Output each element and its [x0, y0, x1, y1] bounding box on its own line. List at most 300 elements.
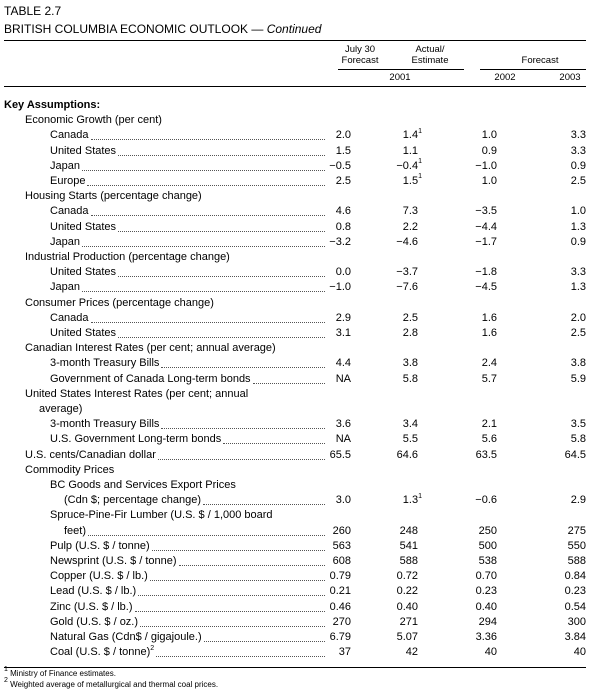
- value-text: 271: [399, 615, 418, 628]
- footnote-marker: 1: [418, 173, 422, 181]
- value-text: 1.1: [402, 144, 418, 157]
- value-text: −4.5: [475, 281, 497, 294]
- value-text: 4.6: [335, 205, 351, 218]
- value-cell: [568, 554, 586, 569]
- table-row: [0, 128, 590, 143]
- row-label-text: United States: [50, 327, 117, 339]
- row-label-text: Gold (U.S. $ / oz.): [50, 615, 139, 628]
- value-cell: [403, 372, 418, 387]
- value-text: 2.9: [570, 494, 586, 507]
- table-number: TABLE 2.7: [4, 4, 62, 18]
- header-rule: [4, 86, 586, 87]
- dot-leader: [82, 170, 325, 171]
- row-label-text: Commodity Prices: [25, 463, 115, 476]
- value-text: −1.0: [475, 159, 497, 172]
- table-row: [0, 356, 590, 371]
- value-text: 1.5: [335, 144, 351, 157]
- table-row: [0, 159, 590, 174]
- value-cell: [403, 128, 422, 143]
- value-cell: [333, 554, 351, 569]
- value-text: 563: [332, 539, 351, 552]
- table-row: [0, 478, 590, 493]
- value-cell: [565, 630, 586, 645]
- table-title-main: BRITISH COLUMBIA ECONOMIC OUTLOOK —: [4, 22, 264, 36]
- value-cell: [482, 128, 497, 143]
- value-text: 275: [567, 524, 586, 537]
- row-label: [50, 128, 89, 143]
- value-cell: [571, 159, 586, 174]
- value-cell: [574, 645, 586, 660]
- value-cell: [336, 265, 351, 280]
- table-row: [0, 250, 590, 265]
- value-text: 1.0: [481, 129, 497, 142]
- value-cell: [403, 432, 418, 447]
- row-label: [50, 372, 251, 387]
- value-cell: [396, 280, 418, 295]
- table-title: [4, 22, 321, 36]
- value-cell: [336, 417, 351, 432]
- value-cell: [336, 432, 351, 447]
- row-label-text: Housing Starts (percentage change): [25, 190, 202, 203]
- value-cell: [403, 144, 418, 159]
- value-text: NA: [335, 372, 351, 385]
- value-cell: [475, 204, 497, 219]
- table-row: [0, 539, 590, 554]
- value-cell: [403, 493, 422, 508]
- row-label: [50, 220, 116, 235]
- value-text: 3.6: [335, 418, 351, 431]
- value-cell: [406, 645, 418, 660]
- table-row: [0, 235, 590, 250]
- dot-leader: [88, 535, 325, 536]
- value-text: 538: [478, 555, 497, 567]
- header-underline-2001: [338, 69, 464, 70]
- value-text: 5.5: [402, 433, 418, 446]
- value-cell: [400, 615, 418, 630]
- row-label-text: U.S. cents/Canadian dollar: [25, 448, 156, 461]
- dot-leader: [203, 504, 325, 505]
- value-cell: [479, 524, 497, 539]
- row-label-text: United States: [50, 144, 117, 157]
- row-label-text: Natural Gas (Cdn$ / gigajoule.): [50, 631, 202, 643]
- value-cell: [482, 372, 497, 387]
- value-cell: [476, 600, 497, 615]
- value-text: 2.5: [570, 327, 586, 339]
- row-label: [25, 113, 162, 128]
- value-text: 2.5: [570, 175, 586, 187]
- table-row: [0, 645, 590, 660]
- value-cell: [400, 539, 418, 554]
- row-label: [50, 174, 85, 189]
- value-cell: [396, 159, 422, 174]
- value-cell: [330, 569, 351, 584]
- value-cell: [403, 174, 422, 189]
- value-cell: [571, 356, 586, 371]
- value-text: 608: [332, 555, 351, 567]
- value-text: 64.5: [564, 448, 586, 461]
- value-text: 0.40: [396, 600, 418, 613]
- table-row: [0, 220, 590, 235]
- dot-leader: [118, 337, 325, 338]
- value-text: 250: [478, 524, 497, 537]
- dot-leader: [118, 155, 325, 156]
- header-forecast: Forecast: [521, 55, 559, 66]
- row-label: [25, 189, 202, 204]
- row-label: [50, 645, 154, 660]
- value-text: 2.0: [335, 129, 351, 142]
- value-text: 40: [573, 646, 586, 659]
- header-july30-forecast: [330, 44, 390, 66]
- row-label: [50, 584, 136, 599]
- row-label: [50, 478, 236, 493]
- value-cell: [482, 326, 497, 341]
- value-cell: [571, 220, 586, 235]
- value-cell: [336, 204, 351, 219]
- value-cell: [329, 159, 351, 174]
- value-cell: [571, 265, 586, 280]
- value-text: 2.2: [402, 220, 418, 233]
- value-text: −3.5: [475, 205, 497, 218]
- bottom-rule: [4, 667, 586, 668]
- value-cell: [329, 280, 351, 295]
- value-cell: [565, 584, 586, 599]
- dot-leader: [135, 611, 325, 612]
- value-text: 2.0: [570, 311, 586, 324]
- value-text: 40: [484, 646, 497, 659]
- row-label-text: average): [39, 403, 83, 415]
- table-row: [0, 569, 590, 584]
- value-text: 5.6: [481, 433, 497, 446]
- value-cell: [568, 524, 586, 539]
- header-year-2001: 2001: [389, 72, 411, 83]
- value-text: 0.40: [475, 600, 497, 613]
- row-label: [50, 432, 221, 447]
- table-row: [0, 311, 590, 326]
- table-row: [0, 600, 590, 615]
- value-text: −0.4: [396, 159, 419, 172]
- value-cell: [571, 432, 586, 447]
- value-text: −7.6: [396, 281, 418, 294]
- value-text: 248: [399, 524, 418, 537]
- value-cell: [333, 615, 351, 630]
- value-cell: [571, 280, 586, 295]
- value-cell: [403, 326, 418, 341]
- value-text: −0.6: [475, 494, 497, 507]
- footnote-marker: 1: [418, 127, 422, 135]
- value-text: 0.8: [335, 220, 351, 233]
- value-text: 0.54: [564, 600, 586, 613]
- dot-leader: [118, 231, 325, 232]
- row-label-text: Europe: [50, 175, 86, 187]
- value-cell: [403, 356, 418, 371]
- header-actual-line1: Actual/: [415, 44, 445, 55]
- header-year-2002: 2002: [494, 72, 516, 83]
- dot-leader: [82, 291, 325, 292]
- table-row: [0, 448, 590, 463]
- value-cell: [475, 493, 497, 508]
- row-label-text: Lead (U.S. $ / lb.): [50, 585, 137, 598]
- value-text: 0.84: [564, 570, 586, 583]
- value-cell: [336, 128, 351, 143]
- value-cell: [329, 235, 351, 250]
- row-label-text: Spruce-Pine-Fir Lumber (U.S. $ / 1,000 board: [50, 509, 273, 522]
- value-text: 3.3: [570, 144, 586, 157]
- row-label-text: Newsprint (U.S. $ / tonne): [50, 555, 177, 567]
- table-row: [0, 113, 590, 128]
- value-text: 300: [567, 615, 586, 628]
- value-text: 6.79: [329, 631, 351, 643]
- row-label: [50, 311, 89, 326]
- dot-leader: [87, 185, 325, 186]
- dot-leader: [158, 459, 325, 460]
- value-cell: [400, 524, 418, 539]
- table-row: [0, 280, 590, 295]
- row-label-text: United States: [50, 220, 117, 233]
- value-cell: [475, 220, 497, 235]
- header-actual-line2: Estimate: [411, 55, 449, 66]
- table-row: [0, 508, 590, 523]
- value-cell: [403, 417, 418, 432]
- row-label-text: Key Assumptions:: [4, 99, 101, 111]
- value-text: 588: [567, 555, 586, 567]
- value-text: 3.3: [570, 266, 586, 279]
- dot-leader: [152, 550, 325, 551]
- value-cell: [571, 204, 586, 219]
- value-text: 0.0: [335, 266, 351, 279]
- value-text: 0.22: [396, 585, 418, 598]
- value-cell: [403, 204, 418, 219]
- row-label-text: Japan: [50, 281, 80, 294]
- row-label-text: 3-month Treasury Bills: [50, 418, 160, 431]
- value-text: 3.8: [570, 357, 586, 370]
- value-cell: [479, 539, 497, 554]
- row-label-text: United States Interest Rates (per cent; annual: [25, 387, 249, 400]
- value-cell: [336, 311, 351, 326]
- row-label-text: 3-month Treasury Bills: [50, 357, 160, 370]
- row-label-text: Zinc (U.S. $ / lb.): [50, 600, 133, 613]
- footnote-2-text: Weighted average of metallurgical and thermal coal prices.: [10, 680, 219, 689]
- table-row: [0, 98, 590, 113]
- row-label: [50, 326, 116, 341]
- table-row: [0, 432, 590, 447]
- footnote-2: [4, 677, 219, 690]
- row-label: [50, 417, 159, 432]
- table-row: [0, 372, 590, 387]
- row-label: [25, 250, 230, 265]
- value-text: −4.6: [396, 235, 418, 248]
- value-cell: [336, 220, 351, 235]
- row-label: [4, 98, 100, 113]
- table-row: [0, 554, 590, 569]
- table-row: [0, 630, 590, 645]
- dot-leader: [161, 428, 325, 429]
- value-text: 3.84: [564, 631, 586, 643]
- value-cell: [568, 615, 586, 630]
- value-text: 3.0: [335, 494, 351, 507]
- value-cell: [336, 326, 351, 341]
- row-label: [50, 144, 116, 159]
- row-label: [50, 554, 177, 569]
- dot-leader: [91, 215, 325, 216]
- row-label-text: Coal (U.S. $ / tonne): [50, 646, 151, 659]
- value-cell: [475, 265, 497, 280]
- row-label-text: feet): [64, 524, 87, 537]
- value-text: 0.23: [475, 585, 497, 598]
- value-cell: [330, 630, 351, 645]
- value-text: −3.2: [329, 235, 351, 248]
- value-text: 270: [332, 615, 351, 628]
- value-cell: [476, 448, 497, 463]
- dot-leader: [253, 383, 325, 384]
- value-cell: [476, 569, 497, 584]
- value-cell: [397, 584, 418, 599]
- value-cell: [568, 539, 586, 554]
- value-text: 64.6: [396, 448, 418, 461]
- value-text: 5.7: [481, 372, 497, 385]
- value-text: 0.70: [475, 570, 497, 583]
- table-row: [0, 341, 590, 356]
- header-july30-line2: Forecast: [341, 55, 379, 66]
- row-label: [50, 630, 202, 645]
- value-cell: [485, 645, 497, 660]
- value-text: NA: [335, 433, 351, 446]
- table-row: [0, 463, 590, 478]
- row-label-text: Copper (U.S. $ / lb.): [50, 570, 148, 583]
- value-text: 42: [405, 646, 418, 659]
- row-label-text: United States: [50, 266, 117, 279]
- value-cell: [330, 584, 351, 599]
- value-cell: [565, 569, 586, 584]
- value-text: 3.1: [335, 327, 351, 339]
- value-cell: [397, 630, 418, 645]
- value-cell: [482, 432, 497, 447]
- value-cell: [333, 539, 351, 554]
- value-cell: [475, 159, 497, 174]
- table-row: [0, 615, 590, 630]
- value-cell: [571, 372, 586, 387]
- dot-leader: [161, 367, 325, 368]
- header-actual-estimate: [400, 44, 460, 66]
- value-text: 1.0: [570, 205, 586, 218]
- value-text: 1.3: [570, 220, 586, 233]
- value-text: 37: [338, 646, 351, 659]
- row-label: [50, 600, 133, 615]
- value-text: 2.8: [402, 327, 418, 339]
- value-text: 2.5: [335, 175, 351, 187]
- row-label-text: Pulp (U.S. $ / tonne): [50, 539, 150, 552]
- value-text: −3.7: [396, 266, 418, 279]
- value-text: 4.4: [335, 357, 351, 370]
- header-underline-forecast: [480, 69, 586, 70]
- value-text: 1.4: [402, 129, 419, 142]
- value-text: 3.4: [402, 418, 418, 431]
- row-label: [25, 341, 276, 356]
- dot-leader: [91, 322, 325, 323]
- value-text: 2.4: [481, 357, 497, 370]
- value-cell: [571, 417, 586, 432]
- row-label-text: Japan: [50, 235, 80, 248]
- row-label: [50, 508, 273, 523]
- value-cell: [482, 356, 497, 371]
- row-label-text: Industrial Production (percentage change): [25, 251, 230, 263]
- row-label-text: Economic Growth (per cent): [25, 114, 162, 127]
- table-row: [0, 402, 590, 417]
- value-text: 2.9: [335, 311, 351, 324]
- value-cell: [397, 600, 418, 615]
- value-cell: [476, 630, 497, 645]
- value-text: 2.5: [402, 311, 418, 324]
- value-cell: [475, 235, 497, 250]
- value-cell: [482, 144, 497, 159]
- value-text: 3.5: [570, 418, 586, 431]
- dot-leader: [91, 139, 325, 140]
- row-label: [25, 448, 156, 463]
- dot-leader: [223, 443, 325, 444]
- value-cell: [571, 174, 586, 189]
- table-title-continued: Continued: [266, 22, 322, 36]
- value-text: 1.6: [481, 327, 497, 339]
- footnote-marker: 1: [418, 158, 422, 166]
- table-row: [0, 204, 590, 219]
- value-text: 5.8: [402, 372, 418, 385]
- value-cell: [479, 554, 497, 569]
- table-row: [0, 296, 590, 311]
- value-text: 63.5: [475, 448, 497, 461]
- value-text: 294: [478, 615, 497, 628]
- row-label: [39, 402, 82, 417]
- value-cell: [571, 144, 586, 159]
- row-label: [50, 280, 80, 295]
- value-cell: [400, 554, 418, 569]
- footnote-marker: 2: [150, 644, 155, 652]
- table-row: [0, 189, 590, 204]
- value-text: 1.3: [570, 281, 586, 294]
- value-cell: [482, 311, 497, 326]
- row-label-text: Government of Canada Long-term bonds: [50, 372, 251, 385]
- value-text: 0.79: [329, 570, 351, 583]
- value-cell: [336, 174, 351, 189]
- value-text: 7.3: [402, 205, 418, 218]
- top-rule: [4, 40, 586, 41]
- value-cell: [396, 265, 418, 280]
- table-row: [0, 524, 590, 539]
- row-label-text: U.S. Government Long-term bonds: [50, 433, 222, 446]
- value-cell: [571, 128, 586, 143]
- value-cell: [475, 280, 497, 295]
- value-cell: [333, 524, 351, 539]
- row-label: [50, 615, 138, 630]
- table-row: [0, 144, 590, 159]
- footnote-marker: 1: [418, 492, 422, 500]
- value-cell: [336, 356, 351, 371]
- dot-leader: [118, 276, 325, 277]
- value-cell: [482, 417, 497, 432]
- value-cell: [482, 174, 497, 189]
- value-text: 0.46: [329, 600, 351, 613]
- row-label: [25, 463, 114, 478]
- value-cell: [565, 600, 586, 615]
- row-label-text: BC Goods and Services Export Prices: [50, 479, 236, 491]
- value-cell: [336, 144, 351, 159]
- row-label-text: Canada: [50, 129, 89, 142]
- row-label: [25, 296, 214, 311]
- row-label: [50, 569, 148, 584]
- value-cell: [403, 220, 418, 235]
- value-cell: [330, 448, 351, 463]
- value-cell: [403, 311, 418, 326]
- value-cell: [479, 615, 497, 630]
- value-text: 0.23: [564, 585, 586, 598]
